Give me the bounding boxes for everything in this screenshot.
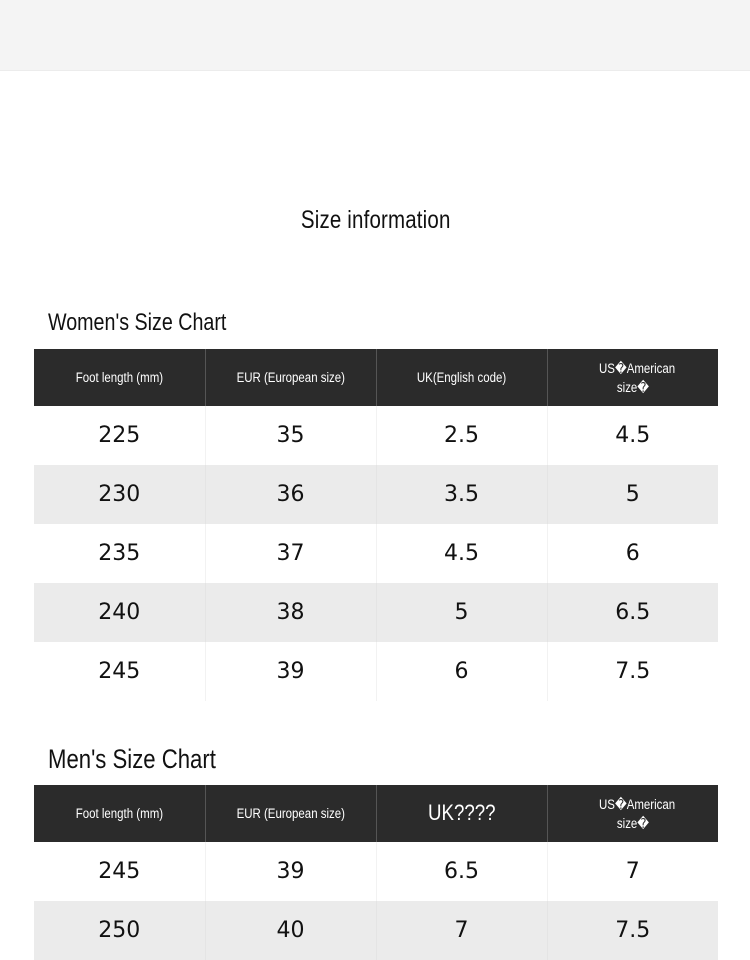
cell-eur: 40	[205, 901, 376, 960]
cell-uk: 3.5	[376, 465, 547, 524]
header-us: US�American size�	[547, 349, 718, 406]
cell-eur: 35	[205, 406, 376, 465]
cell-foot-length: 245	[98, 859, 141, 884]
men-size-chart-title: Men's Size Chart	[48, 744, 216, 774]
table-row	[34, 642, 718, 701]
cell-foot-length: 235	[98, 541, 141, 566]
cell-uk: 7	[376, 901, 547, 960]
cell-uk: 4.5	[376, 524, 547, 583]
cell-uk: 2.5	[376, 406, 547, 465]
header-uk: UK(English code)	[376, 349, 547, 406]
cell-us: 7	[547, 842, 718, 901]
table-row	[34, 901, 718, 960]
cell-eur: 39	[205, 642, 376, 701]
cell-uk: 6	[376, 642, 547, 701]
page-title: Size information	[300, 206, 451, 234]
women-size-chart-title: Women's Size Chart	[48, 309, 227, 336]
cell-eur: 37	[205, 524, 376, 583]
header-eur: EUR (European size)	[205, 785, 376, 842]
table-row	[34, 583, 718, 642]
cell-eur: 39	[205, 842, 376, 901]
top-bar	[0, 0, 750, 71]
table-header-row	[34, 785, 718, 842]
cell-us: 6.5	[547, 583, 718, 642]
table-row	[34, 524, 718, 583]
table-row	[34, 465, 718, 524]
cell-us: 6	[547, 524, 718, 583]
women-size-table	[34, 349, 718, 701]
header-foot-length: Foot length (mm)	[34, 785, 205, 842]
cell-foot-length: 240	[34, 583, 205, 642]
cell-uk: 5	[376, 583, 547, 642]
cell-foot-length: 225	[98, 423, 141, 448]
cell-eur: 36	[205, 465, 376, 524]
header-eur: EUR (European size)	[205, 349, 376, 406]
cell-us: 7.5	[547, 901, 718, 960]
men-size-table	[34, 785, 718, 960]
cell-foot-length: 230	[34, 465, 205, 524]
table-header-row	[34, 349, 718, 406]
header-foot-length: Foot length (mm)	[34, 349, 205, 406]
cell-us: 7.5	[547, 642, 718, 701]
cell-eur: 38	[205, 583, 376, 642]
cell-uk: 6.5	[376, 842, 547, 901]
cell-foot-length: 245	[98, 659, 141, 684]
header-uk: UK????	[376, 785, 547, 842]
cell-foot-length: 250	[34, 901, 205, 960]
cell-us: 5	[547, 465, 718, 524]
header-us: US�American size�	[547, 785, 718, 842]
table-row	[34, 842, 718, 901]
cell-us: 4.5	[547, 406, 718, 465]
table-row	[34, 406, 718, 465]
